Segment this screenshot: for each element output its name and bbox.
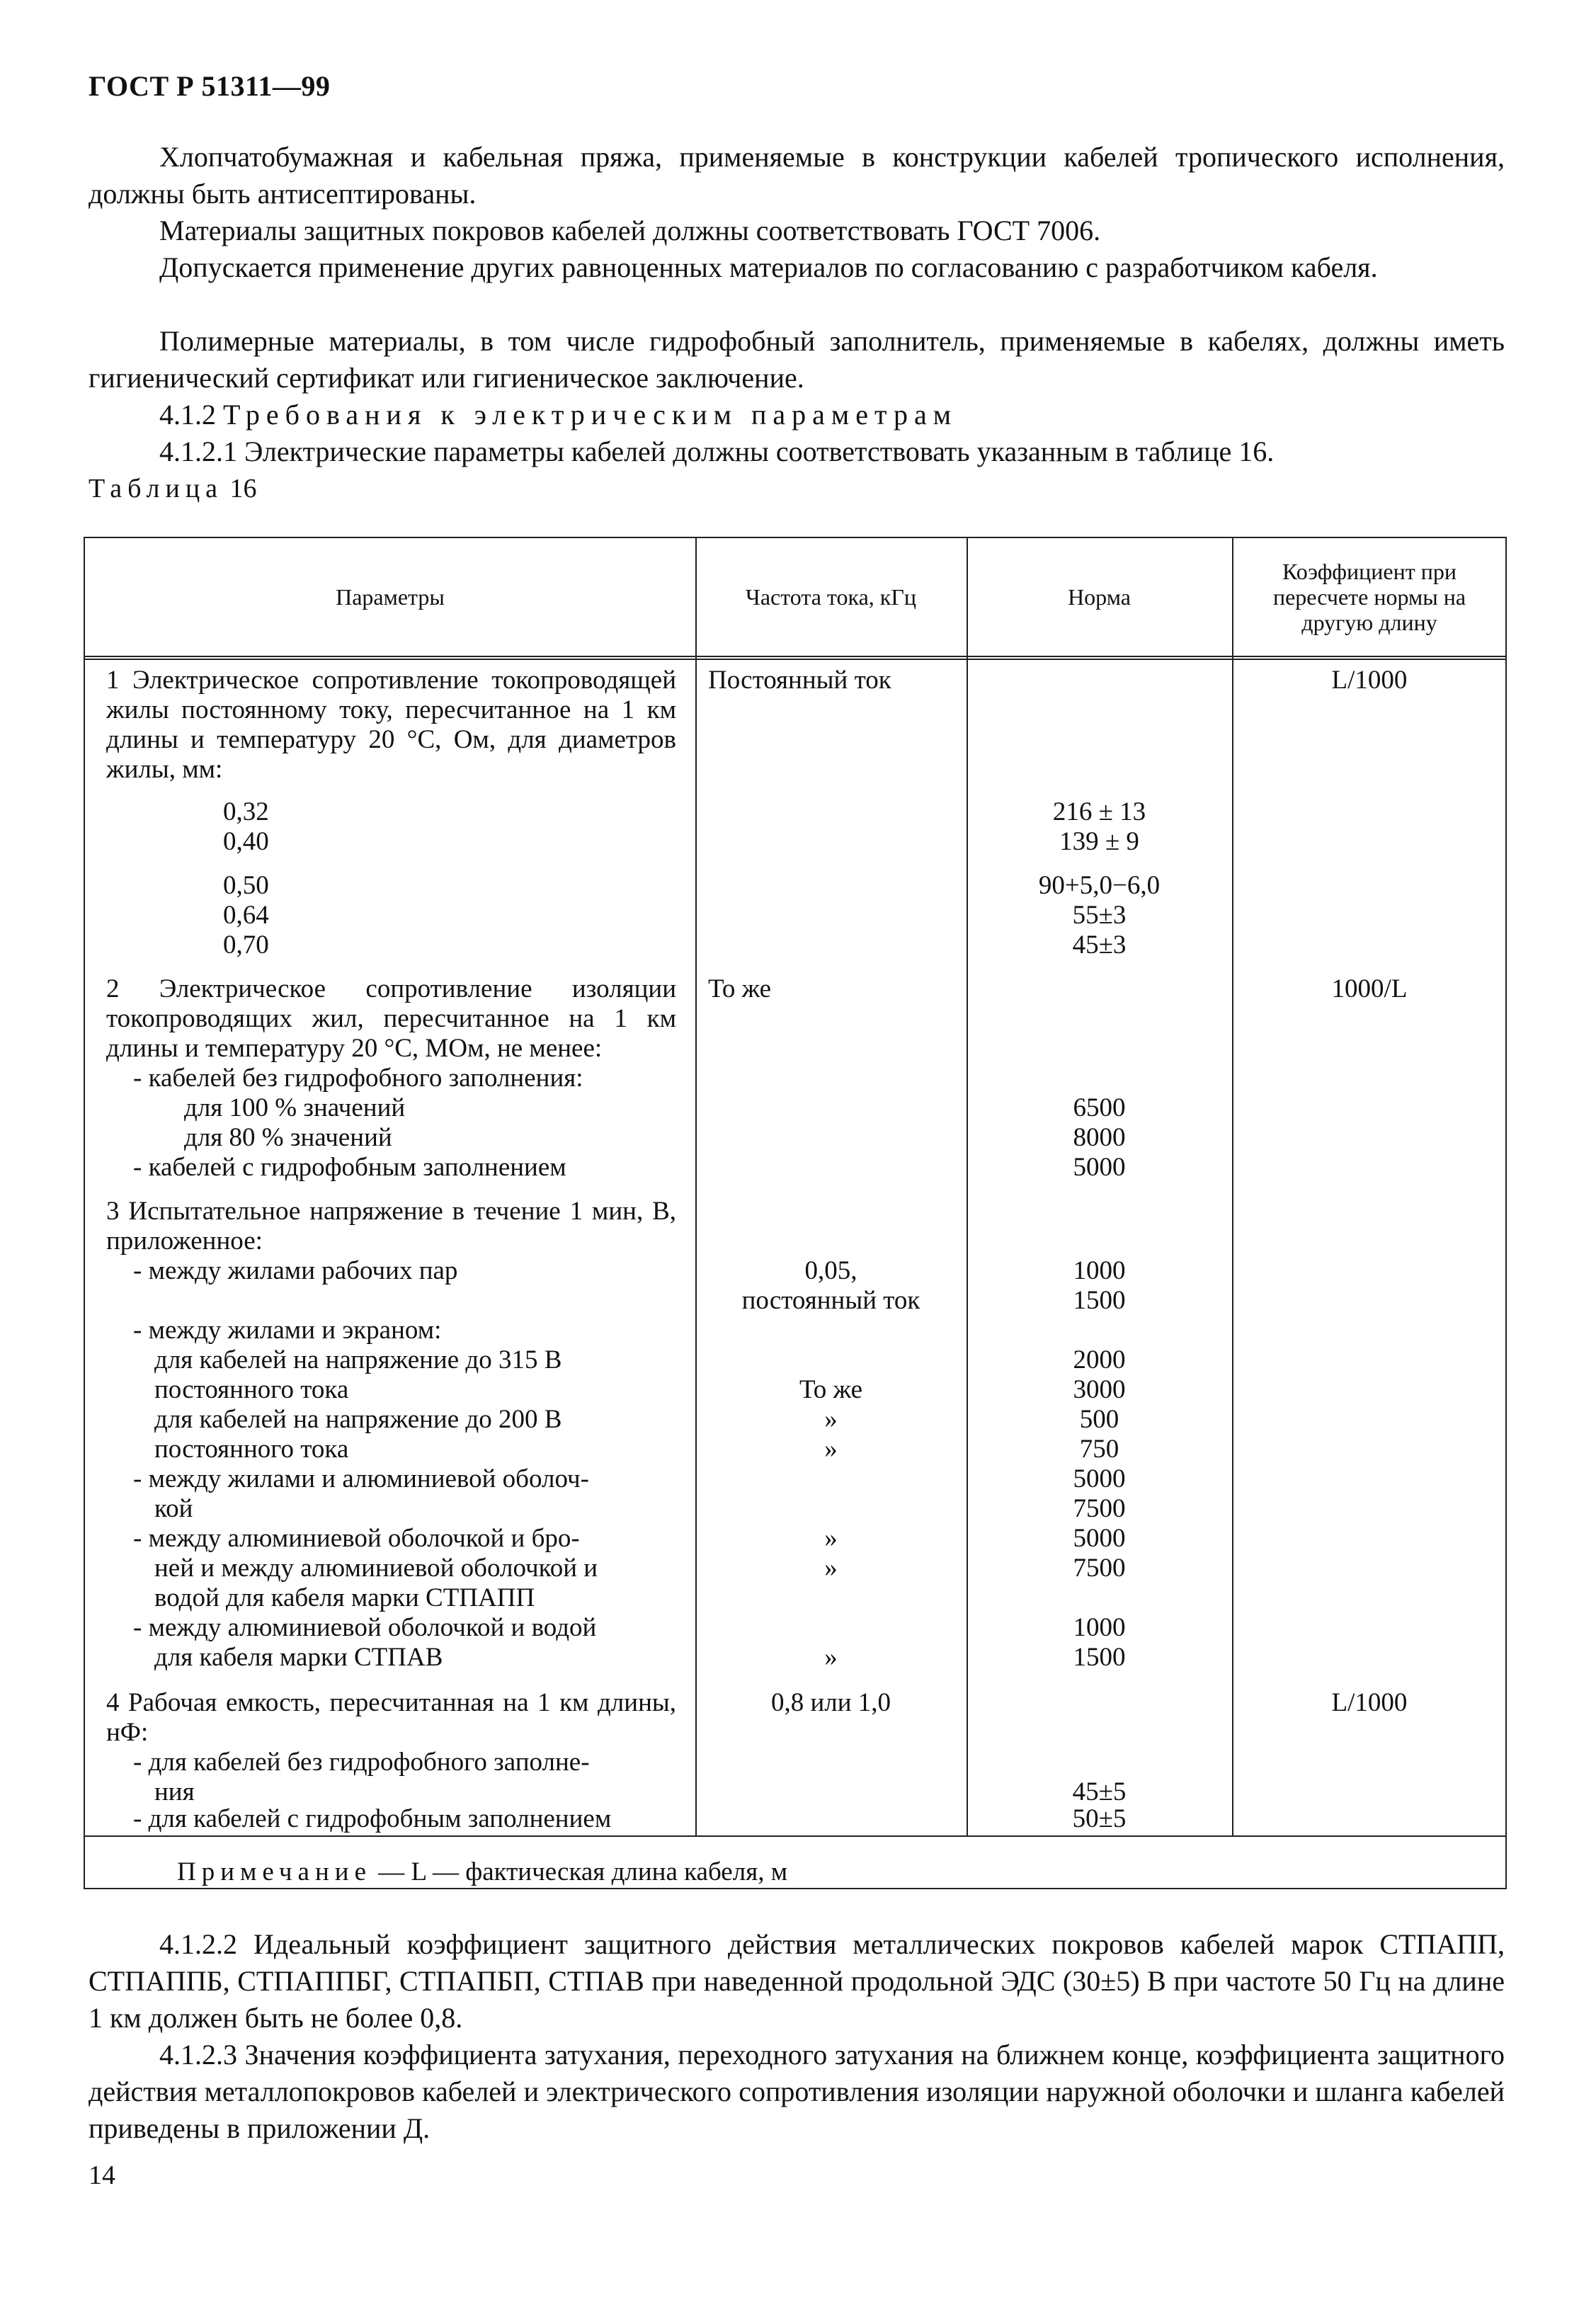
row3-frequency: То же (799, 1375, 863, 1404)
row3-line: для кабеля марки СТПАВ (154, 1643, 443, 1672)
section-number: 4.1.2 (159, 399, 216, 431)
row2-norm: 5000 (1073, 1153, 1126, 1182)
header-separator (85, 656, 1505, 660)
row3-param: 3 Испытательное напряжение в течение 1 мин, В, приложенное: (106, 1197, 676, 1255)
table-caption-number: 16 (229, 474, 257, 503)
row1-diameter: 0,32 (223, 797, 269, 826)
row3-line: - между алюминиевой оболочкой и водой (133, 1613, 597, 1642)
row4-param: 4 Рабочая емкость, пересчитанная на 1 км длины, нФ: (106, 1688, 676, 1747)
row3-norm: 1000 (1073, 1613, 1126, 1642)
paragraph-polymers: Полимерные материалы, в том числе гидрофобный заполнитель, применяемые в кабелях, должны иметь гигиенический сертификат или гигиеническое заключение. (89, 325, 1505, 394)
row2-coefficient: 1000/L (1331, 974, 1408, 1003)
row2-sub: для 80 % значений (184, 1123, 392, 1152)
row3-norm: 1500 (1073, 1643, 1126, 1672)
section-title: Требования к электрическим параметрам (223, 399, 958, 431)
row4-sub: - для кабелей с гидрофобным заполнением (133, 1804, 612, 1833)
row3-line: кой (154, 1494, 193, 1523)
row1-coefficient: L/1000 (1331, 666, 1408, 695)
row4-coefficient: L/1000 (1331, 1688, 1408, 1717)
row3-frequency: » (824, 1435, 838, 1464)
row3-line: для кабелей на напряжение до 200 В (154, 1405, 562, 1434)
electrical-parameters-table (84, 537, 1507, 1889)
row2-norm: 8000 (1073, 1123, 1126, 1152)
row3-line: постоянного тока (154, 1435, 349, 1464)
row3-frequency: » (824, 1405, 838, 1434)
row3-frequency: » (824, 1524, 838, 1553)
row3-line: - между жилами и экраном: (133, 1316, 442, 1345)
row3-norm: 7500 (1073, 1554, 1126, 1583)
row3-norm: 1500 (1073, 1286, 1126, 1315)
note-label: Примечание (177, 1857, 372, 1886)
section-4-1-2-heading (89, 397, 1505, 433)
row2-sub: - кабелей без гидрофобного заполнения: (133, 1064, 583, 1093)
row3-line: - между жилами и алюминиевой оболоч- (133, 1464, 589, 1493)
row3-line: постоянного тока (154, 1375, 349, 1404)
row3-line: - между алюминиевой оболочкой и бро- (133, 1524, 580, 1553)
row1-diameter: 0,50 (223, 871, 269, 900)
row4-norm: 50±5 (1072, 1804, 1127, 1833)
row2-param: 2 Электрическое сопротивление изоляции токопроводящих жил, пересчитанное на 1 км длины и температуру 20 °С, МОм, не менее: (106, 974, 676, 1063)
row3-frequency: 0,05, (804, 1256, 857, 1285)
row1-frequency: Постоянный ток (708, 666, 891, 695)
row1-norm: 55±3 (1072, 901, 1127, 930)
document-header: ГОСТ Р 51311—99 (89, 70, 331, 102)
paragraph-4-1-2-2: 4.1.2.2 Идеальный коэффициент защитного действия металлических покровов кабелей марок СТПАПП, СТПАППБ, СТПАППБГ, СТПАПБП, СТПАВ при наведенной продольной ЭДС (30±5) В при частоте 50 Гц на длине 1 км должен быть не более 0,8. (89, 1928, 1505, 2034)
paragraph-4-1-2-3: 4.1.2.3 Значения коэффициента затухания, переходного затухания на ближнем конце, коэффициента защитного действия металлопокровов кабелей и электрического сопротивления изоляции наружной оболочки и шланга кабелей приведены в приложении Д. (89, 2039, 1505, 2144)
row1-norm: 45±3 (1072, 930, 1127, 959)
table-note (177, 1857, 787, 1887)
paragraph-4-1-2-1: 4.1.2.1 Электрические параметры кабелей должны соответствовать указанным в таблице 16. (159, 435, 1275, 467)
row3-norm: 5000 (1073, 1464, 1126, 1493)
page-number: 14 (89, 2160, 115, 2190)
header-norm: Норма (1068, 584, 1131, 610)
column-divider (1232, 538, 1233, 1835)
row3-norm: 2000 (1073, 1345, 1126, 1374)
row2-sub: для 100 % значений (184, 1093, 406, 1122)
row3-norm: 500 (1079, 1405, 1119, 1434)
row3-frequency: » (824, 1554, 838, 1583)
row1-diameter: 0,40 (223, 827, 269, 856)
row3-norm: 7500 (1073, 1494, 1126, 1523)
row3-norm: 1000 (1073, 1256, 1126, 1285)
paragraph-materials: Материалы защитных покровов кабелей должны соответствовать ГОСТ 7006. (159, 215, 1101, 246)
row4-sub: - для кабелей без гидрофобного заполне- (133, 1748, 590, 1777)
row3-norm: 3000 (1073, 1375, 1126, 1404)
row4-norm: 45±5 (1072, 1777, 1127, 1806)
row1-param: 1 Электрическое сопротивление токопроводящей жилы постоянному току, пересчитанное на 1 км длины и температуру 20 °С, Ом, для диаметров жилы, мм: (106, 666, 676, 784)
row1-diameter: 0,70 (223, 930, 269, 959)
row3-frequency: постоянный ток (741, 1286, 920, 1315)
row3-line: для кабелей на напряжение до 315 В (154, 1345, 562, 1374)
row1-norm: 216 ± 13 (1052, 797, 1146, 826)
row3-norm: 5000 (1073, 1524, 1126, 1553)
row2-frequency: То же (708, 974, 772, 1003)
row3-norm: 750 (1079, 1435, 1119, 1464)
row3-frequency: » (824, 1643, 838, 1672)
header-coefficient: Коэффициент при пересчете нормы на другую длину (1272, 559, 1466, 635)
row1-diameter: 0,64 (223, 901, 269, 930)
note-separator (85, 1835, 1505, 1837)
paragraph-yarn: Хлопчатобумажная и кабельная пряжа, применяемые в конструкции кабелей тропического исполнения, должны быть антисептированы. (89, 141, 1505, 210)
row4-sub: ния (154, 1777, 195, 1806)
paragraph-allowed: Допускается применение других равноценных материалов по согласованию с разработчиком кабеля. (159, 251, 1378, 283)
row3-line: ней и между алюминиевой оболочкой и (154, 1554, 598, 1583)
row1-norm: 139 ± 9 (1059, 827, 1139, 856)
row1-norm: 90+5,0−6,0 (1038, 871, 1161, 900)
note-text: — L — фактическая длина кабеля, м (378, 1857, 788, 1886)
column-divider (695, 538, 697, 1835)
row3-line: водой для кабеля марки СТПАПП (154, 1583, 535, 1612)
row4-frequency: 0,8 или 1,0 (770, 1688, 891, 1717)
table-caption-word: Таблица (89, 474, 224, 503)
header-params: Параметры (336, 584, 445, 610)
row2-sub: - кабелей с гидрофобным заполнением (133, 1153, 566, 1182)
header-frequency: Частота тока, кГц (746, 584, 916, 610)
table-caption (89, 473, 257, 504)
row3-line: - между жилами рабочих пар (133, 1256, 458, 1285)
row2-norm: 6500 (1073, 1093, 1126, 1122)
